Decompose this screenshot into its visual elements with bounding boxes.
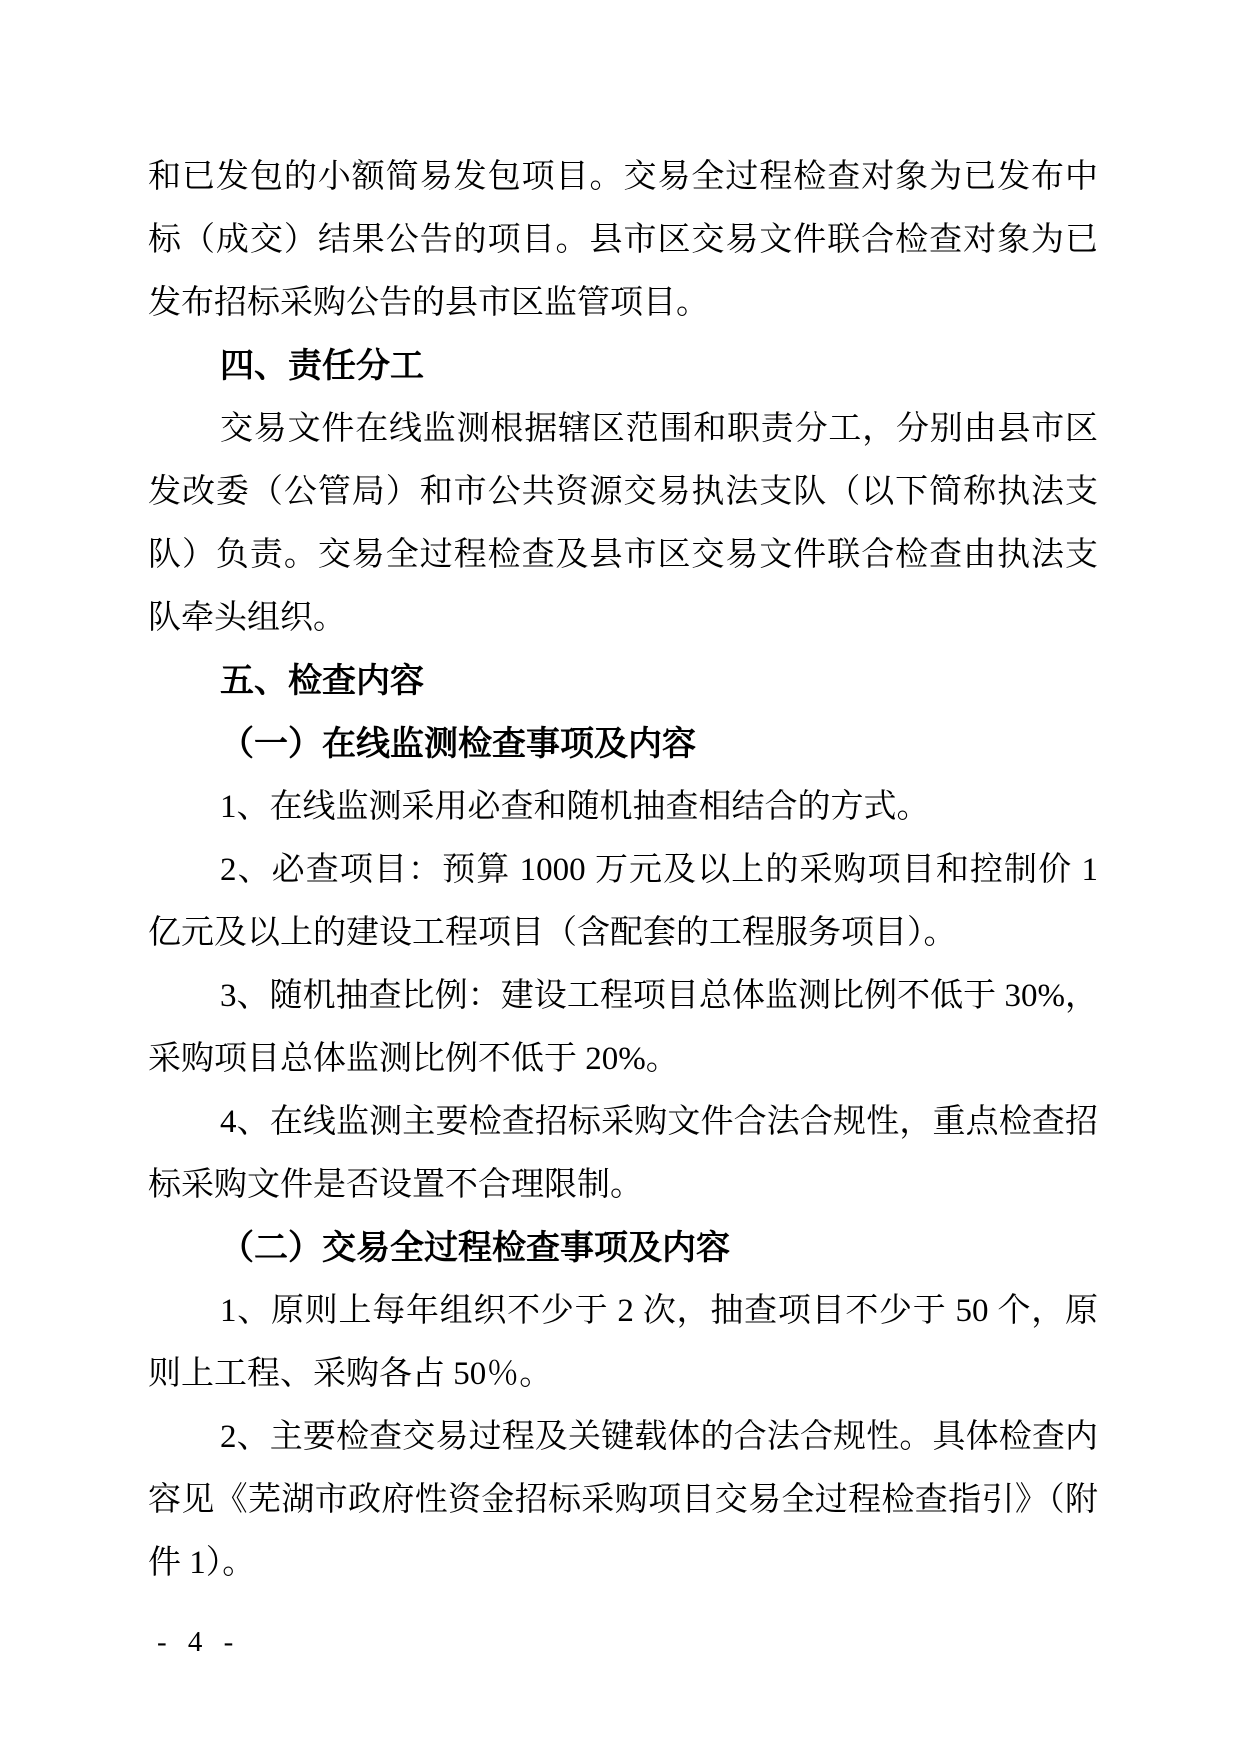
body-line: 件 1）。 bbox=[148, 1545, 256, 1581]
heading-sub-online-monitoring: （一）在线监测检查事项及内容 bbox=[220, 725, 696, 763]
body-line: 交易文件在线监测根据辖区范围和职责分工，分别由县市区 bbox=[220, 411, 1098, 447]
heading-sub-whole-process-check: （二）交易全过程检查事项及内容 bbox=[220, 1229, 730, 1267]
body-line: 队牵头组织。 bbox=[148, 600, 346, 636]
body-line: 4、在线监测主要检查招标采购文件合法合规性，重点检查招 bbox=[220, 1104, 1098, 1140]
body-line: 标（成交）结果公告的项目。县市区交易文件联合检查对象为已 bbox=[148, 222, 1098, 258]
document-body bbox=[148, 146, 1098, 1595]
body-line: 采购项目总体监测比例不低于 20%。 bbox=[148, 1041, 679, 1077]
body-line: 队）负责。交易全过程检查及县市区交易文件联合检查由执法支 bbox=[148, 537, 1098, 573]
body-line: 2、主要检查交易过程及关键载体的合法合规性。具体检查内 bbox=[220, 1419, 1098, 1455]
body-line: 标采购文件是否设置不合理限制。 bbox=[148, 1167, 643, 1203]
body-line: 3、随机抽查比例：建设工程项目总体监测比例不低于 30%， bbox=[220, 978, 1098, 1014]
body-line: 1、在线监测采用必查和随机抽查相结合的方式。 bbox=[220, 789, 930, 825]
body-line: 则上工程、采购各占 50％。 bbox=[148, 1356, 553, 1392]
heading-section-inspection-content: 五、检查内容 bbox=[220, 662, 424, 700]
body-line: 亿元及以上的建设工程项目（含配套的工程服务项目）。 bbox=[148, 915, 957, 951]
body-line: 2、必查项目：预算 1000 万元及以上的采购项目和控制价 1 bbox=[220, 852, 1098, 888]
body-line: 容见《芜湖市政府性资金招标采购项目交易全过程检查指引》（附 bbox=[148, 1482, 1098, 1518]
body-line: 发改委（公管局）和市公共资源交易执法支队（以下简称执法支 bbox=[148, 474, 1098, 510]
body-line: 和已发包的小额简易发包项目。交易全过程检查对象为已发布中 bbox=[148, 159, 1098, 195]
body-line: 发布招标采购公告的县市区监管项目。 bbox=[148, 285, 709, 321]
body-line: 1、原则上每年组织不少于 2 次，抽查项目不少于 50 个，原 bbox=[220, 1293, 1098, 1329]
heading-section-responsibility: 四、责任分工 bbox=[220, 347, 424, 385]
page-number: - 4 - bbox=[157, 1626, 236, 1658]
